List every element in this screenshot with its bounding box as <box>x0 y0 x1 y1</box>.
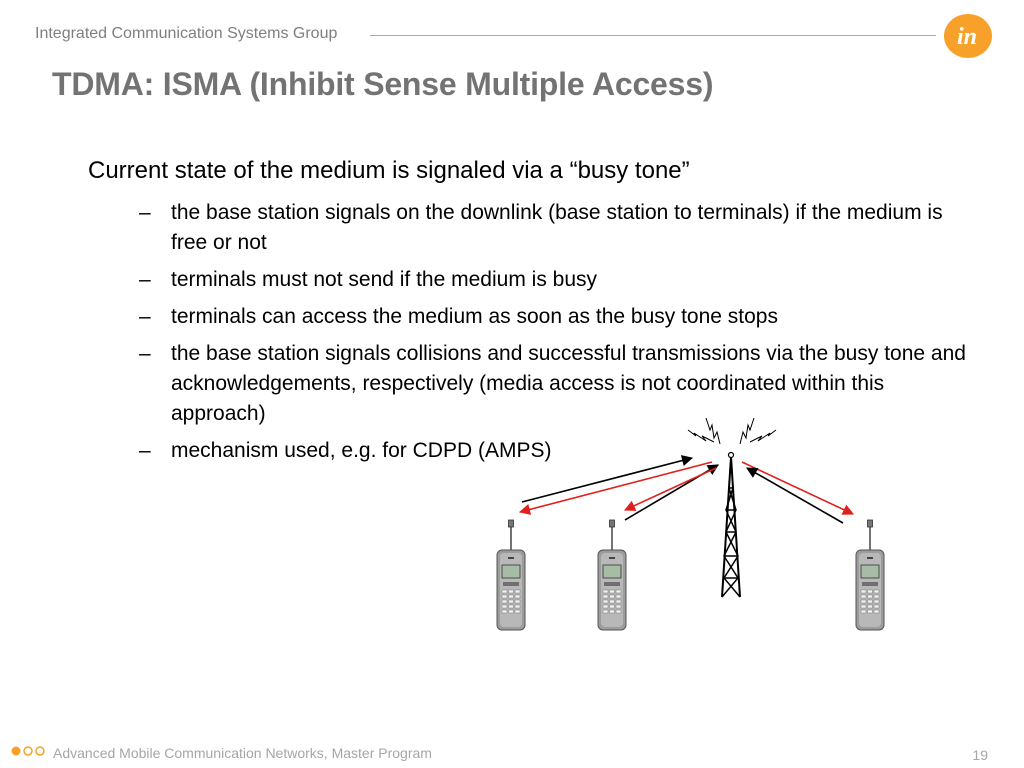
uplink-arrow <box>747 468 843 523</box>
sub-bullet-item <box>139 265 969 295</box>
downlink-arrow <box>625 468 716 510</box>
main-bullet: Current state of the medium is signaled via a “busy tone” <box>88 157 690 184</box>
sub-bullet-text: the base station signals collisions and successful transmissions via the busy tone and acknowledgements, respectively (media access is not coordinated within this approach) <box>171 342 966 425</box>
isma-diagram <box>470 410 890 640</box>
logo-text: in <box>956 24 978 50</box>
mobile-phone-icon <box>497 520 525 630</box>
dash-marker: – <box>139 342 151 365</box>
sub-bullet-text: terminals must not send if the medium is busy <box>171 268 598 291</box>
sub-bullet-item <box>139 302 969 332</box>
dash-marker: – <box>139 201 151 224</box>
mobile-phone-icon <box>598 520 626 630</box>
sub-bullet-item <box>139 198 969 258</box>
mobile-phone-icon <box>856 520 884 630</box>
header-divider <box>370 35 936 36</box>
logo <box>943 13 993 59</box>
dash-marker: – <box>139 305 151 328</box>
page-number: 19 <box>972 747 988 763</box>
downlink-arrow <box>742 462 853 514</box>
radio-tower-icon <box>688 418 776 597</box>
dash-marker: – <box>139 268 151 291</box>
sub-bullet-text: terminals can access the medium as soon as the busy tone stops <box>171 305 778 328</box>
sub-bullet-text: the base station signals on the downlink (base station to terminals) if the medium is free or not <box>171 201 943 254</box>
sub-bullet-text: mechanism used, e.g. for CDPD (AMPS) <box>171 439 552 462</box>
downlink-arrow <box>520 462 712 512</box>
footer-dots-icon <box>10 745 46 757</box>
header-org-name: Integrated Communication Systems Group <box>35 25 338 42</box>
dash-marker: – <box>139 439 151 462</box>
slide-title: TDMA: ISMA (Inhibit Sense Multiple Access) <box>52 66 714 102</box>
footer-text: Advanced Mobile Communication Networks, Master Program <box>53 745 432 761</box>
